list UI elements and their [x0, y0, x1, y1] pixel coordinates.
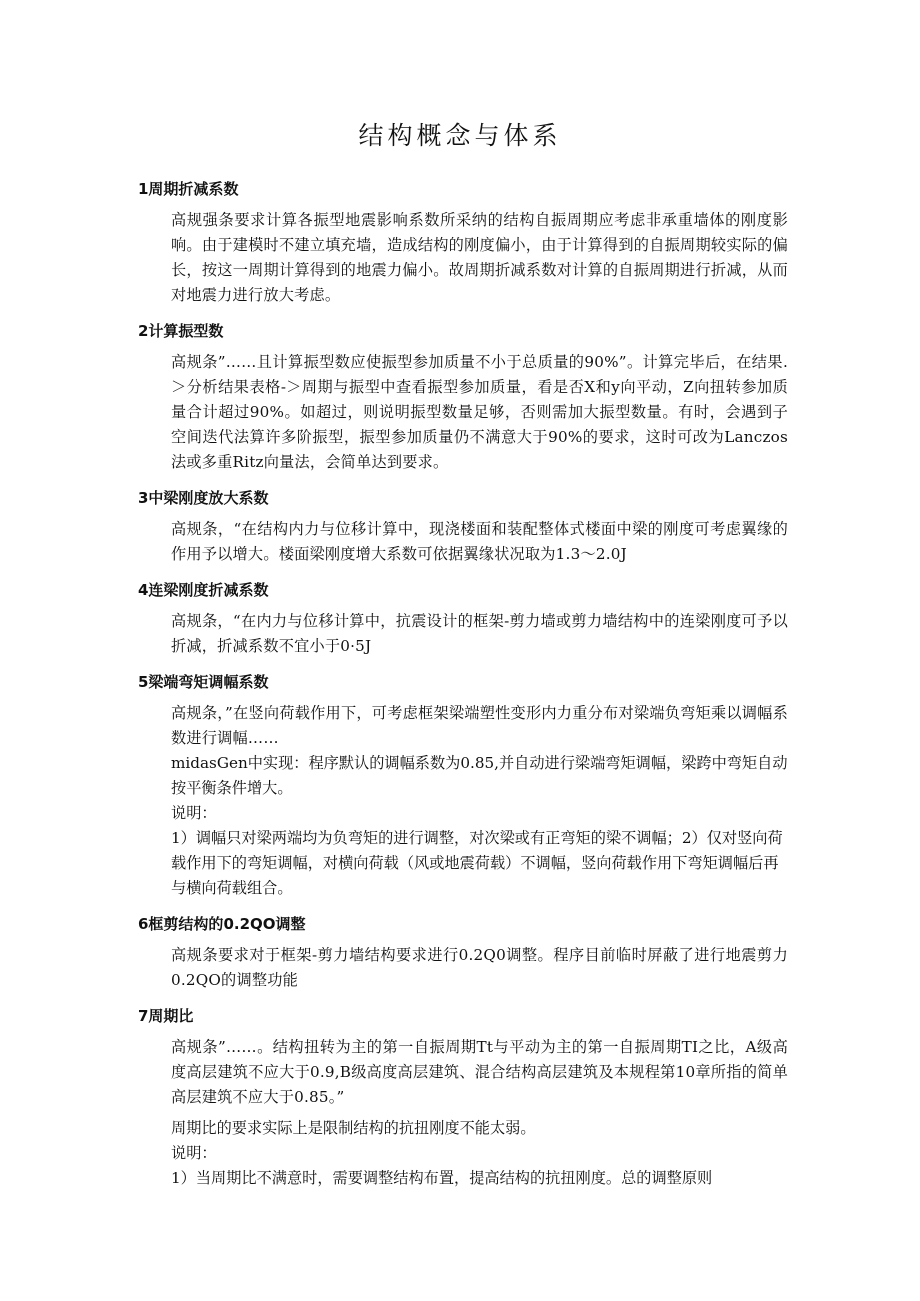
section-heading: 5梁端弯矩调幅系数	[138, 673, 269, 691]
paragraph: 周期比的要求实际上是限制结构的抗扭刚度不能太弱。	[171, 1119, 536, 1137]
section-4	[138, 579, 788, 659]
section-heading: 6框剪结构的0.2QO调整	[138, 915, 306, 933]
paragraph: 高规条要求对于框架-剪力墙结构要求进行0.2Q0调整。程序目前临时屏蔽了进行地震剪力0.2QO的调整功能	[171, 946, 788, 989]
paragraph: 高规强条要求计算各振型地震影响系数所采纳的结构自振周期应考虑非承重墙体的刚度影响。由于建模时不建立填充墙，造成结构的刚度偏小，由于计算得到的自振周期较实际的偏长，按这一周期计算得到的地震力偏小。故周期折减系数对计算的自振周期进行折减，从而对地震力进行放大考虑。	[171, 211, 788, 304]
paragraph: 高规条，”在竖向荷载作用下，可考虑框架梁端塑性变形内力重分布对梁端负弯矩乘以调幅系数进行调幅……	[171, 704, 788, 747]
note-label: 说明：	[171, 804, 217, 822]
document-body	[138, 178, 788, 1191]
section-heading: 1周期折减系数	[138, 180, 239, 198]
section-heading: 3中梁刚度放大系数	[138, 489, 269, 507]
section-1	[138, 178, 788, 308]
section-7	[138, 1005, 788, 1191]
paragraph: 高规条”……。结构扭转为主的第一自振周期Tt与平动为主的第一自振周期TI之比，A级高度高层建筑不应大于0.9,B级高度高层建筑、混合结构高层建筑及本规程第10章所指的简单高层建筑不应大于0.85。”	[171, 1038, 788, 1106]
paragraph: 高规条，“在内力与位移计算中，抗震设计的框架-剪力墙或剪力墙结构中的连梁刚度可予以折减，折减系数不宜小于0·5J	[171, 612, 788, 655]
paragraph: 高规条”……且计算振型数应使振型参加质量不小于总质量的90%”。计算完毕后，在结果.＞分析结果表格-＞周期与振型中查看振型参加质量，看是否X和y向平动，Z向扭转参加质量合计超过90%。如超过，则说明振型数量足够，否则需加大振型数量。有时，会遇到子空间迭代法算许多阶振型，振型参加质量仍不满意大于90%的要求，这时可改为Lanczos法或多重Ritz向量法，会简单达到要求。	[171, 353, 788, 471]
section-heading: 2计算振型数	[138, 322, 224, 340]
section-2	[138, 320, 788, 475]
section-5	[138, 671, 788, 901]
section-heading: 4连梁刚度折减系数	[138, 581, 269, 599]
paragraph: 1）当周期比不满意时，需要调整结构布置，提高结构的抗扭刚度。总的调整原则	[171, 1169, 713, 1187]
section-3	[138, 487, 788, 567]
paragraph: 1）调幅只对梁两端均为负弯矩的进行调整，对次梁或有正弯矩的梁不调幅；2）仅对竖向荷载作用下的弯矩调幅，对横向荷载（风或地震荷载）不调幅，竖向荷载作用下弯矩调幅后再与横向荷载组合。	[171, 829, 783, 897]
section-heading: 7周期比	[138, 1007, 194, 1025]
paragraph: 高规条，“在结构内力与位移计算中，现浇楼面和装配整体式楼面中梁的刚度可考虑翼缘的作用予以增大。楼面梁刚度增大系数可依据翼缘状况取为1.3～2.0J	[171, 520, 788, 563]
section-6	[138, 913, 788, 993]
paragraph: midasGen中实现：程序默认的调幅系数为0.85,并自动进行梁端弯矩调幅，梁跨中弯矩自动按平衡条件增大。	[171, 754, 788, 797]
page-title: 结构概念与体系	[358, 121, 562, 150]
note-label: 说明：	[171, 1144, 217, 1162]
